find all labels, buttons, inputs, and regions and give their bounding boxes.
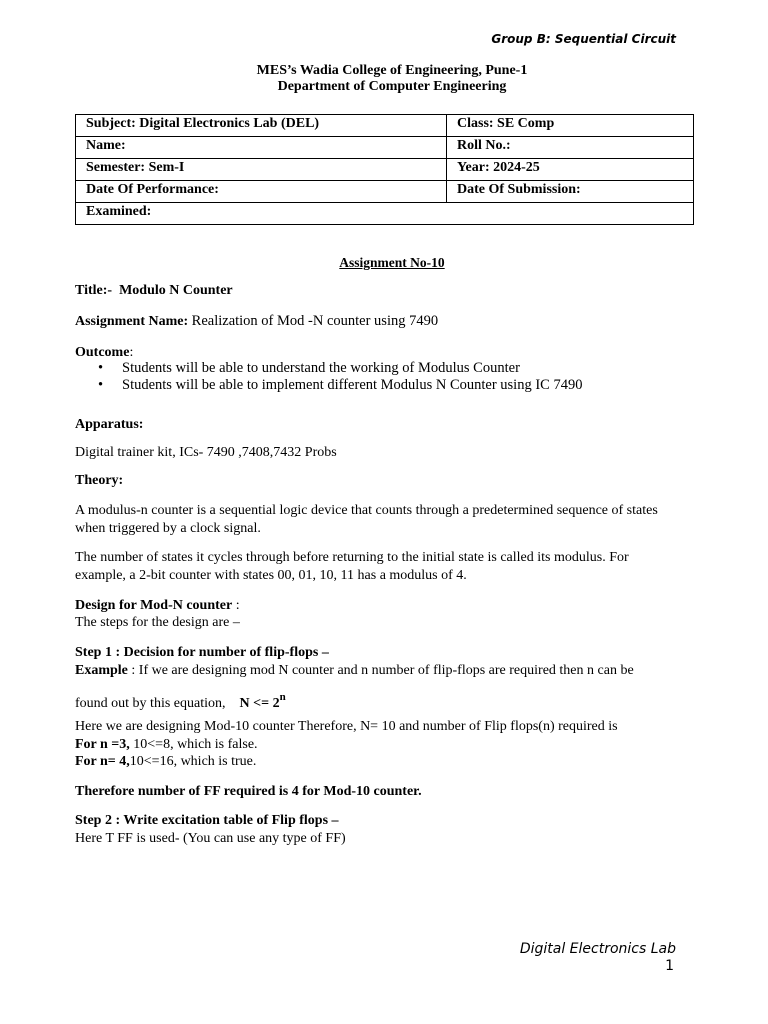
- design-steps-intro: The steps for the design are –: [75, 615, 240, 630]
- step1-example: [75, 662, 634, 680]
- college-name: MES’s Wadia College of Engineering, Pune-1: [256, 63, 528, 78]
- apparatus-text: Digital trainer kit, ICs- 7490 ,7408,7432 Probs: [75, 445, 337, 460]
- table-row: [76, 159, 694, 181]
- theory-paragraph-2: The number of states it cycles through before returning to the initial state is called its modulus. For example, a 2-bit counter with states 00, 01, 10, 11 has a modulus of 4.: [75, 550, 629, 583]
- class-cell: Class: SE Comp: [447, 115, 694, 137]
- table-row: [76, 181, 694, 203]
- apparatus-heading: Apparatus:: [75, 417, 144, 432]
- info-table: [75, 114, 694, 225]
- assignment-name-label: Assignment Name:: [75, 314, 189, 329]
- step1-heading: Step 1 : Decision for number of flip-flops –: [75, 645, 329, 660]
- design-colon: :: [232, 598, 240, 613]
- step1-for4: [75, 753, 256, 771]
- step2-text: Here T FF is used- (You can use any type of FF): [75, 831, 346, 846]
- date-performance-cell: Date Of Performance:: [76, 181, 447, 203]
- outcome-item-text: Students will be able to implement different Modulus N Counter using IC 7490: [122, 377, 583, 393]
- title-value: Modulo N Counter: [119, 283, 233, 298]
- for4-label: For n= 4,: [75, 754, 130, 769]
- table-row: [76, 137, 694, 159]
- header-group-title: Group B: Sequential Circuit: [491, 32, 676, 46]
- outcome-item-text: Students will be able to understand the working of Modulus Counter: [122, 360, 520, 376]
- step1-for3: [75, 736, 258, 754]
- step1-conclusion: Therefore number of FF required is 4 for Mod-10 counter.: [75, 784, 422, 799]
- assignment-name-value: Realization of Mod -N counter using 7490: [191, 313, 439, 329]
- outcome-colon: :: [129, 345, 134, 360]
- equation: N <= 2: [239, 696, 280, 711]
- table-row: [76, 203, 694, 225]
- bullet-icon: •: [98, 360, 104, 376]
- examined-cell: Examined:: [76, 203, 694, 225]
- bullet-icon: •: [98, 377, 104, 393]
- assignment-name-line: [75, 312, 438, 331]
- outcome-list: [98, 360, 582, 394]
- roll-cell: Roll No.:: [447, 137, 694, 159]
- equation-exponent: n: [279, 691, 286, 703]
- design-heading: [75, 597, 240, 615]
- list-item: [98, 377, 582, 394]
- theory-paragraph-1: A modulus-n counter is a sequential logic device that counts through a predetermined sequence of states when triggered by a clock signal.: [75, 503, 658, 536]
- for3-label: For n =3,: [75, 737, 130, 752]
- step2-heading: Step 2 : Write excitation table of Flip flops –: [75, 813, 339, 828]
- outcome-label: Outcome: [75, 345, 130, 360]
- assignment-number: Assignment No-10: [339, 255, 445, 270]
- example-label: Example: [75, 663, 128, 678]
- footer-lab-name: Digital Electronics Lab: [519, 941, 676, 957]
- subject-cell: Subject: Digital Electronics Lab (DEL): [76, 115, 447, 137]
- table-row: [76, 115, 694, 137]
- design-label: Design for Mod-N counter: [75, 598, 233, 613]
- theory-heading: Theory:: [75, 473, 124, 488]
- example-text: : If we are designing mod N counter and n number of flip-flops are required then n can be: [127, 663, 634, 678]
- title-line: [75, 282, 233, 300]
- name-cell: Name:: [76, 137, 447, 159]
- date-submission-cell: Date Of Submission:: [447, 181, 694, 203]
- for3-text: 10<=8, which is false.: [129, 737, 258, 752]
- step1-paragraph: Here we are designing Mod-10 counter Therefore, N= 10 and number of Flip flops(n) required is: [75, 719, 618, 734]
- step1-equation-line: [75, 688, 286, 713]
- equation-intro: found out by this equation,: [75, 696, 226, 711]
- list-item: [98, 360, 582, 377]
- title-label: Title:-: [75, 283, 113, 298]
- semester-cell: Semester: Sem-I: [76, 159, 447, 181]
- year-cell: Year: 2024-25: [447, 159, 694, 181]
- for4-text: 10<=16, which is true.: [129, 754, 257, 769]
- page-number: 1: [665, 958, 674, 974]
- department-name: Department of Computer Engineering: [277, 79, 507, 94]
